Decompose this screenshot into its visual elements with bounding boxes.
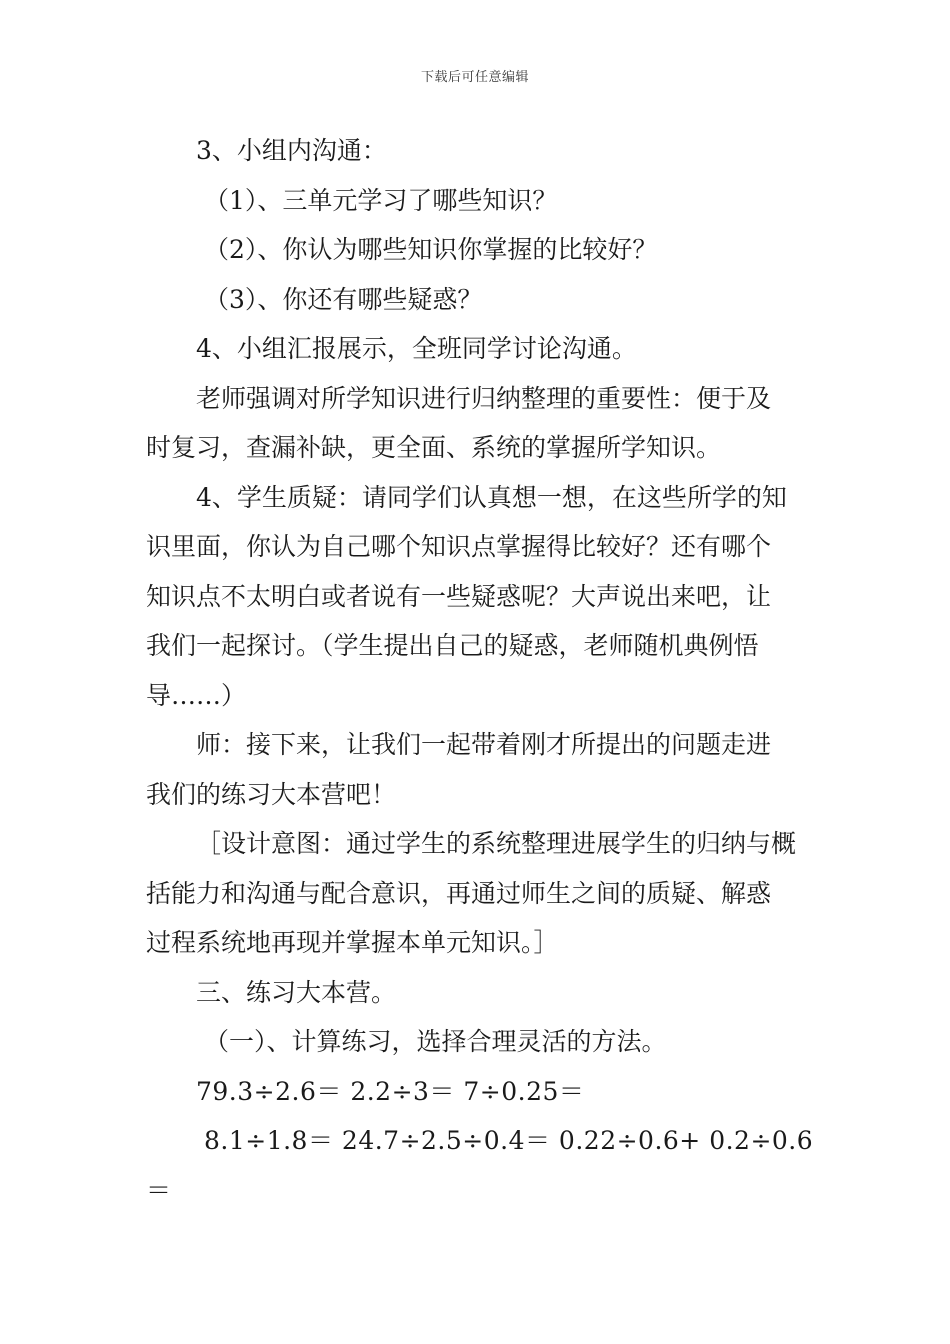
math-exercises-row-2-continued: ＝ [146,1175,172,1205]
paragraph-teacher-transition-line-2: 我们的练习大本营吧！ [146,779,397,809]
paragraph-student-questions-line-1: 4、学生质疑：请同学们认真想一想，在这些所学的知 [196,482,787,512]
sub-heading-calculation: （一）、计算练习，选择合理灵活的方法。 [204,1027,667,1056]
section-item-3: 3、小组内沟通： [196,136,387,165]
section-heading-practice: 三、练习大本营。 [196,977,397,1007]
paragraph-student-questions-line-3: 知识点不太明白或者说有一些疑惑呢？大声说出来吧，让 [146,581,772,611]
document-body [146,126,814,1215]
math-exercises-row-2: 8.1÷1.8＝ 24.7÷2.5÷0.4＝ 0.22÷0.6+ 0.2÷0.6 [204,1126,814,1155]
section-item-4: 4、小组汇报展示，全班同学讨论沟通。 [196,334,637,363]
paragraph-teacher-emphasis-line-2: 时复习，查漏补缺，更全面、系统的掌握所学知识。 [146,433,722,462]
design-intent-line-2: 括能力和沟通与配合意识，再通过师生之间的质疑、解惑 [146,878,772,908]
sub-item-2: （2）、你认为哪些知识你掌握的比较好？ [204,235,658,264]
paragraph-student-questions-line-4: 我们一起探讨。（学生提出自己的疑惑，老师随机典例悟 [146,631,759,660]
paragraph-student-questions-line-5: 导……） [146,680,247,710]
paragraph-teacher-transition-line-1: 师：接下来，让我们一起带着刚才所提出的问题走进 [196,730,772,759]
sub-item-1: （1）、三单元学习了哪些知识？ [204,185,558,215]
paragraph-teacher-emphasis-line-1: 老师强调对所学知识进行归纳整理的重要性：便于及 [196,383,772,413]
design-intent-line-3: 过程系统地再现并掌握本单元知识。］ [146,928,559,957]
page-header: 下载后可任意编辑 [420,70,529,85]
paragraph-student-questions-line-2: 识里面，你认为自己哪个知识点掌握得比较好？还有哪个 [146,532,772,561]
design-intent-line-1: ［设计意图：通过学生的系统整理进展学生的归纳与概 [196,829,797,858]
math-exercises-row-1: 79.3÷2.6＝ 2.2÷3＝ 7÷0.25＝ [196,1076,585,1106]
sub-item-3: （3）、你还有哪些疑惑？ [204,284,483,314]
